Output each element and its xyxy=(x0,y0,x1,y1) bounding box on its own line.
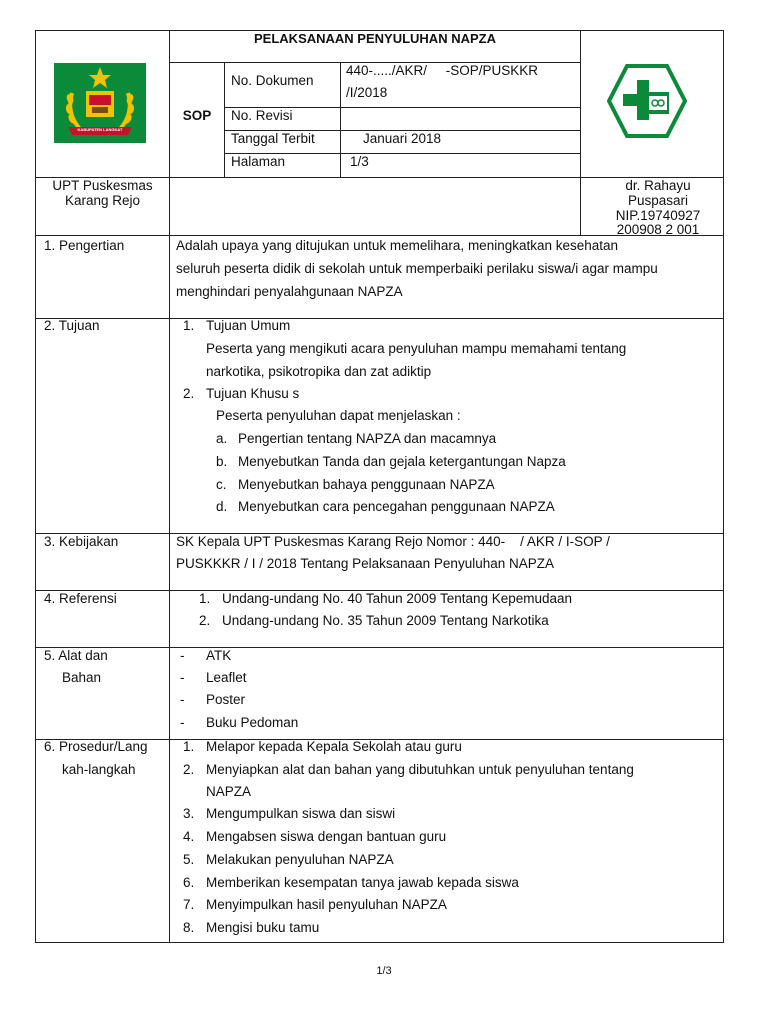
referensi-label: 4. Referensi xyxy=(44,591,117,606)
tujuan-umum-title: Tujuan Umum xyxy=(206,318,291,333)
alat-label-2: Bahan xyxy=(62,670,102,685)
list-item: Mengabsen siswa dengan bantuan guru xyxy=(206,829,447,844)
list-item: ATK xyxy=(206,648,232,663)
list-marker: 4. xyxy=(183,829,195,844)
list-item: Memberikan kesempatan tanya jawab kepada siswa xyxy=(206,875,519,890)
pengertian-line: Adalah upaya yang ditujukan untuk memelihara, meningkatkan kesehatan xyxy=(176,238,619,253)
list-marker: 5. xyxy=(183,852,195,867)
list-item: Undang-undang No. 40 Tahun 2009 Tentang Kepemudaan xyxy=(222,591,573,606)
page-title: PELAKSANAAN PENYULUHAN NAPZA xyxy=(254,31,496,46)
list-item: Menyebutkan cara pencegahan penggunaan NAPZA xyxy=(238,499,555,514)
list-marker: 8. xyxy=(183,920,195,935)
list-marker: 2. xyxy=(199,613,211,628)
list-item: NAPZA xyxy=(206,784,252,799)
list-marker: 1. xyxy=(183,739,195,754)
list-item: Pengertian tentang NAPZA dan macamnya xyxy=(238,431,497,446)
logo-banner-text: KABUPATEN LANGKAT xyxy=(77,127,123,132)
tujuan-umum-line: narkotika, psikotropika dan zat adiktip xyxy=(206,364,432,379)
halaman-label: Halaman xyxy=(231,154,286,169)
tujuan-khusus-intro: Peserta penyuluhan dapat menjelaskan : xyxy=(216,408,461,423)
kebijakan-line: SK Kepala UPT Puskesmas Karang Rejo Nomor : 440- / AKR / I-SOP / xyxy=(176,534,610,549)
sop-label: SOP xyxy=(182,108,212,123)
prosedur-label-2: kah-langkah xyxy=(62,762,136,777)
list-item: Mengisi buku tamu xyxy=(206,920,320,935)
no-dokumen-label: No. Dokumen xyxy=(231,73,314,88)
tujuan-khusus-title: Tujuan Khusu s xyxy=(206,386,300,401)
pengertian-label: 1. Pengertian xyxy=(44,238,125,253)
pengertian-line: seluruh peserta didik di sekolah untuk memperbaiki perilaku siswa/i agar mampu xyxy=(176,261,658,276)
list-marker: c. xyxy=(216,477,227,492)
tanggal-terbit-label: Tanggal Terbit xyxy=(231,131,315,146)
page-number: 1/3 xyxy=(376,965,392,977)
no-revisi-label: No. Revisi xyxy=(231,108,293,123)
list-item: Leaflet xyxy=(206,670,247,685)
list-item: Poster xyxy=(206,692,246,707)
list-marker: 2. xyxy=(183,386,195,401)
kebijakan-label: 3. Kebijakan xyxy=(44,534,119,549)
signer-name-1: dr. Rahayu xyxy=(625,178,691,193)
org-location: Karang Rejo xyxy=(64,193,141,208)
alat-label: 5. Alat dan xyxy=(44,648,108,663)
halaman-value: 1/3 xyxy=(350,154,369,169)
no-dokumen-value: 440-...../AKR/ -SOP/PUSKKR xyxy=(346,63,539,78)
list-marker: - xyxy=(180,670,185,685)
list-marker: 1. xyxy=(183,318,195,333)
prosedur-label: 6. Prosedur/Lang xyxy=(44,739,148,754)
puskesmas-logo xyxy=(607,64,687,138)
list-marker: d. xyxy=(216,499,228,514)
list-marker: b. xyxy=(216,454,228,469)
kebijakan-line: PUSKKKR / I / 2018 Tentang Pelaksanaan Penyuluhan NAPZA xyxy=(176,556,554,571)
list-marker: 1. xyxy=(199,591,211,606)
list-marker: - xyxy=(180,715,185,730)
list-item: Undang-undang No. 35 Tahun 2009 Tentang Narkotika xyxy=(222,613,549,628)
list-item: Menyimpulkan hasil penyuluhan NAPZA xyxy=(206,897,447,912)
list-marker: 6. xyxy=(183,875,195,890)
list-marker: 3. xyxy=(183,806,195,821)
kabupaten-logo xyxy=(54,63,146,143)
list-item: Menyiapkan alat dan bahan yang dibutuhkan untuk penyuluhan tentang xyxy=(206,762,634,777)
list-marker: - xyxy=(180,692,185,707)
list-marker: 2. xyxy=(183,762,195,777)
pengertian-line: menghindari penyalahgunaan NAPZA xyxy=(176,284,403,299)
signer-nip-2: 200908 2 001 xyxy=(616,222,700,237)
list-item: Melakukan penyuluhan NAPZA xyxy=(206,852,394,867)
list-item: Melapor kepada Kepala Sekolah atau guru xyxy=(206,739,462,754)
signer-nip-1: NIP.19740927 xyxy=(615,208,701,223)
list-item: Menyebutkan bahaya penggunaan NAPZA xyxy=(238,477,495,492)
list-item: Mengumpulkan siswa dan siswi xyxy=(206,806,396,821)
tanggal-terbit-value: Januari 2018 xyxy=(363,131,442,146)
list-item: Buku Pedoman xyxy=(206,715,299,730)
no-dokumen-value-2: /I/2018 xyxy=(346,85,388,100)
signer-name-2: Puspasari xyxy=(627,193,689,208)
list-marker: 7. xyxy=(183,897,195,912)
list-marker: a. xyxy=(216,431,228,446)
tujuan-umum-line: Peserta yang mengikuti acara penyuluhan mampu memahami tentang xyxy=(206,341,627,356)
list-item: Menyebutkan Tanda dan gejala ketergantungan Napza xyxy=(238,454,566,469)
tujuan-label: 2. Tujuan xyxy=(44,318,100,333)
list-marker: - xyxy=(180,648,185,663)
org-name: UPT Puskesmas xyxy=(52,178,153,193)
